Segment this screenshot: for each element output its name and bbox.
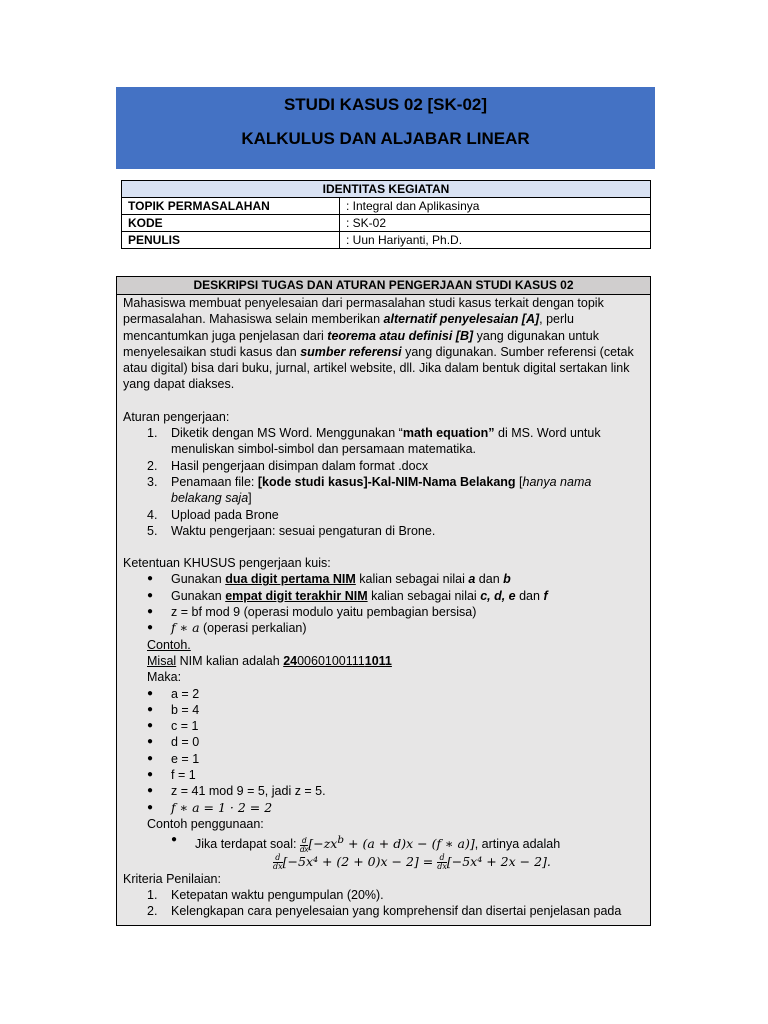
result-equation bbox=[123, 854, 644, 871]
bullet-icon: ● bbox=[147, 606, 154, 618]
example-line bbox=[123, 653, 644, 669]
text: c = 1 bbox=[171, 719, 199, 734]
list-number: 1. bbox=[147, 426, 158, 441]
emphasis: alternatif penyelesaian [A] bbox=[383, 312, 540, 327]
nim-part: 00601001 bbox=[297, 653, 352, 668]
intro-paragraph bbox=[123, 295, 644, 393]
fraction-numerator: d bbox=[301, 835, 307, 845]
emphasis: sumber referensi bbox=[300, 344, 402, 359]
usage-list bbox=[123, 832, 644, 853]
nim-part: 24 bbox=[283, 653, 298, 668]
text: z = bf mod 9 (operasi modulo yaitu pembagian bersisa) bbox=[171, 605, 477, 620]
list-item bbox=[123, 458, 644, 474]
variable: c, d, e bbox=[480, 588, 516, 603]
list-item bbox=[123, 686, 644, 702]
list-number: 1. bbox=[147, 887, 158, 902]
text: z = 41 mod 9 = 5, jadi z = 5. bbox=[171, 784, 326, 799]
emphasis: teorema atau definisi [B] bbox=[327, 328, 474, 343]
emphasis: empat digit terakhir NIM bbox=[225, 588, 368, 603]
table-row bbox=[122, 215, 651, 232]
list-item bbox=[123, 903, 644, 919]
text: Contoh. bbox=[147, 637, 191, 652]
bullet-icon: ● bbox=[147, 703, 154, 715]
text: Misal bbox=[147, 653, 177, 668]
fraction-denominator: dx bbox=[437, 861, 447, 871]
bullet-icon: ● bbox=[147, 752, 154, 764]
list-item bbox=[123, 887, 644, 903]
example-title bbox=[123, 637, 644, 653]
text: (operasi perkalian) bbox=[199, 621, 307, 636]
list-item bbox=[123, 604, 644, 620]
list-number: 5. bbox=[147, 523, 158, 538]
math-expression: [−zx bbox=[308, 836, 338, 852]
text: Gunakan bbox=[171, 572, 226, 587]
nim-part: 11 bbox=[351, 653, 365, 668]
text: Penamaan file: bbox=[171, 474, 258, 489]
text: Jika terdapat soal: bbox=[195, 837, 300, 852]
text: dan bbox=[515, 588, 544, 603]
special-list bbox=[123, 571, 644, 636]
text: [ bbox=[515, 474, 523, 489]
values-list bbox=[123, 686, 644, 816]
list-item bbox=[123, 523, 644, 539]
text: e = 1 bbox=[171, 751, 200, 766]
emphasis: hanya nama belakang saja bbox=[171, 474, 592, 506]
bullet-icon: ● bbox=[147, 785, 154, 797]
list-number: 2. bbox=[147, 458, 158, 473]
text: f = 1 bbox=[171, 768, 196, 783]
derivative-fraction bbox=[273, 854, 283, 871]
emphasis: math equation” bbox=[402, 426, 495, 441]
document-title: STUDI KASUS 02 [SK-02] bbox=[283, 95, 488, 114]
text: yang digunakan. Sumber referensi (cetak atau digital) bisa dari buku, jurnal, artikel website, dll. Jika dalam bentuk digital sertakan link yang dapat diakses. bbox=[123, 344, 634, 392]
identity-key: TOPIK PERMASALAHAN bbox=[122, 198, 340, 215]
list-item bbox=[123, 783, 644, 799]
text: Waktu pengerjaan: sesuai pengaturan di Brone. bbox=[171, 523, 436, 538]
fraction-numerator: d bbox=[439, 852, 445, 862]
text: Ketepatan waktu pengumpulan (20%). bbox=[171, 887, 384, 902]
text: Diketik dengan MS Word. Menggunakan “ bbox=[171, 426, 403, 441]
text: Upload pada Brone bbox=[171, 507, 279, 522]
criteria-list bbox=[123, 887, 644, 920]
identity-value: : SK-02 bbox=[340, 215, 651, 232]
list-item bbox=[123, 702, 644, 718]
math-expression: [−5x⁴ + (2 + 0)x − 2] = bbox=[282, 853, 438, 869]
text: NIM kalian adalah bbox=[176, 653, 284, 668]
bullet-icon: ● bbox=[147, 589, 154, 601]
identity-value: : Integral dan Aplikasinya bbox=[340, 198, 651, 215]
identity-value: : Uun Hariyanti, Ph.D. bbox=[340, 232, 651, 249]
text: Kelengkapan cara penyelesaian yang komprehensif dan disertai penjelasan pada bbox=[171, 904, 622, 919]
text: kalian sebagai nilai bbox=[355, 572, 469, 587]
derivative-fraction bbox=[437, 854, 447, 871]
criteria-title: Kriteria Penilaian: bbox=[123, 871, 221, 886]
bullet-icon: ● bbox=[147, 801, 154, 813]
exponent: b bbox=[337, 834, 345, 847]
bullet-icon: ● bbox=[147, 622, 154, 634]
title-banner bbox=[116, 87, 655, 169]
bullet-icon: ● bbox=[147, 720, 154, 732]
fraction-denominator: dx bbox=[273, 861, 283, 871]
list-item bbox=[123, 474, 644, 507]
text: Mahasiswa membuat penyelesaian dari permasalahan studi kasus terkait dengan topik permasalahan. Mahasiswa selain memberikan bbox=[123, 296, 604, 327]
variable: b bbox=[503, 572, 511, 587]
list-item bbox=[123, 832, 644, 853]
text: dan bbox=[475, 572, 504, 587]
list-number: 4. bbox=[147, 507, 158, 522]
table-row bbox=[122, 198, 651, 215]
bullet-icon: ● bbox=[147, 769, 154, 781]
text: Hasil pengerjaan disimpan dalam format .docx bbox=[171, 458, 429, 473]
usage-title: Contoh penggunaan: bbox=[147, 816, 264, 831]
variable: a bbox=[468, 572, 476, 587]
text: di MS. Word untuk menuliskan simbol-simbol dan persamaan matematika. bbox=[171, 426, 601, 457]
rules-title: Aturan pengerjaan: bbox=[123, 409, 230, 424]
bullet-icon: ● bbox=[147, 573, 154, 585]
text: ] bbox=[248, 491, 252, 506]
special-title: Ketentuan KHUSUS pengerjaan kuis: bbox=[123, 556, 331, 571]
list-item bbox=[123, 767, 644, 783]
text: yang digunakan untuk menyelesaikan studi kasus dan bbox=[123, 328, 599, 359]
fraction-numerator: d bbox=[275, 852, 281, 862]
nim-part: 1011 bbox=[364, 653, 392, 668]
text: Gunakan bbox=[171, 588, 226, 603]
math-expression: f ∗ a = 1 · 2 = 2 bbox=[171, 799, 273, 815]
bullet-icon: ● bbox=[147, 736, 154, 748]
variable: f bbox=[543, 588, 548, 603]
list-number: 3. bbox=[147, 474, 158, 489]
text: a = 2 bbox=[171, 686, 200, 701]
description-heading: DESKRIPSI TUGAS DAN ATURAN PENGERJAAN STUDI KASUS 02 bbox=[117, 277, 650, 295]
list-number: 2. bbox=[147, 904, 158, 919]
table-row bbox=[122, 232, 651, 249]
text: d = 0 bbox=[171, 735, 200, 750]
list-item bbox=[123, 507, 644, 523]
list-item bbox=[123, 751, 644, 767]
list-item bbox=[123, 588, 644, 604]
math-expression: [−5x⁴ + 2x − 2]. bbox=[446, 853, 551, 869]
emphasis: [kode studi kasus]-Kal-NIM-Nama Belakang bbox=[257, 474, 516, 489]
text: , perlu mencantumkan juga penjelasan dari bbox=[123, 312, 574, 343]
math-expression: + (a + d)x − (f ∗ a)] bbox=[344, 836, 475, 852]
course-title: KALKULUS DAN ALJABAR LINEAR bbox=[241, 129, 530, 148]
rules-list bbox=[123, 425, 644, 539]
list-item bbox=[123, 718, 644, 734]
description-box bbox=[116, 276, 651, 926]
list-item bbox=[123, 800, 644, 816]
identity-key: KODE bbox=[122, 215, 340, 232]
maka-label: Maka: bbox=[147, 670, 182, 685]
identity-key: PENULIS bbox=[122, 232, 340, 249]
math-expression: f ∗ a bbox=[171, 620, 200, 636]
list-item bbox=[123, 620, 644, 636]
list-item bbox=[123, 734, 644, 750]
list-item bbox=[123, 571, 644, 587]
emphasis: dua digit pertama NIM bbox=[225, 572, 356, 587]
identity-heading: IDENTITAS KEGIATAN bbox=[122, 181, 651, 198]
list-item bbox=[123, 425, 644, 458]
bullet-icon: ● bbox=[147, 687, 154, 699]
text: b = 4 bbox=[171, 702, 200, 717]
fraction-denominator: dx bbox=[299, 844, 309, 854]
text: , artinya adalah bbox=[474, 837, 561, 852]
text: kalian sebagai nilai bbox=[367, 588, 481, 603]
identity-table bbox=[121, 180, 651, 249]
bullet-icon: ● bbox=[171, 834, 178, 846]
